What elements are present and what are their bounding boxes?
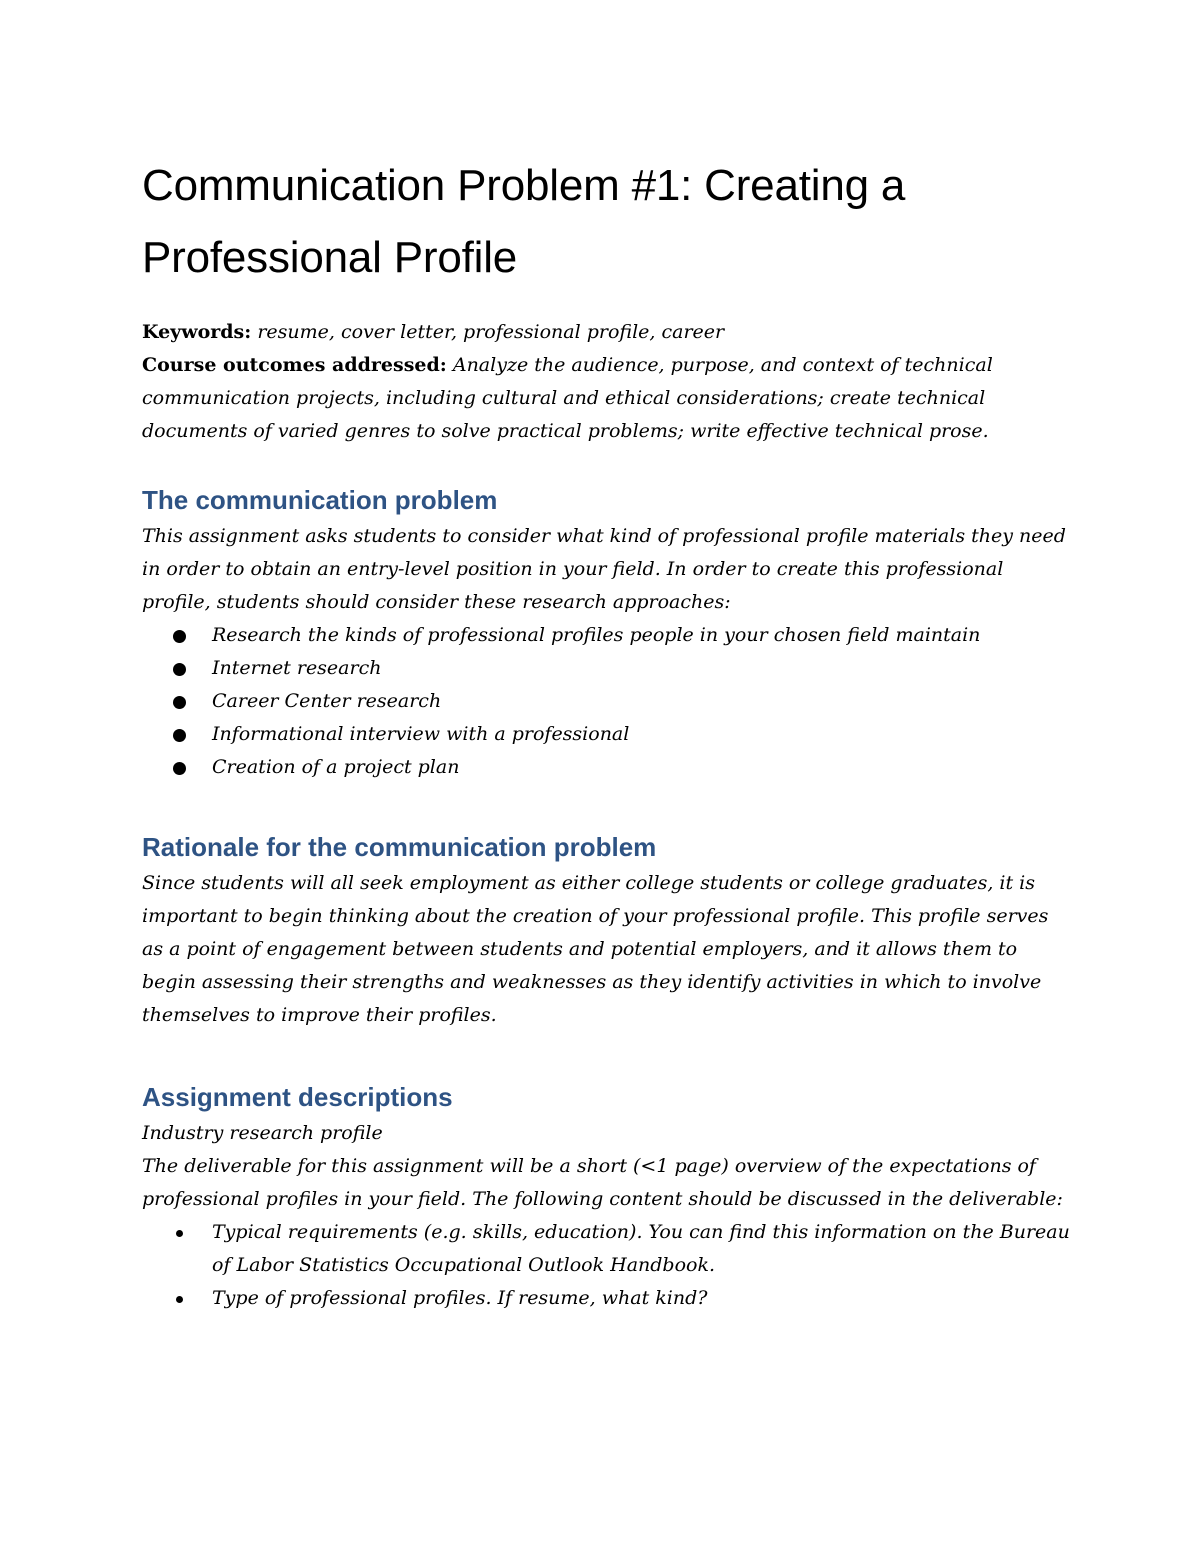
bullet-icon <box>176 1230 183 1237</box>
bullet-icon <box>173 663 186 676</box>
outcomes-value: Analyze the audience, purpose, and context of technical communication projects, including cultural and ethical considerations; create technical documents of varied genres to solve practical problems; write effective technical prose. <box>142 354 993 442</box>
document-metadata <box>142 316 1072 448</box>
bullet-icon <box>173 729 186 742</box>
keywords-value: resume, cover letter, professional profile, career <box>257 321 725 343</box>
list-item <box>142 685 1072 718</box>
section-heading: Rationale for the communication problem <box>142 832 657 862</box>
document-page <box>142 150 1072 1315</box>
list-item-text: Type of professional profiles. If resume, what kind? <box>212 1287 708 1309</box>
list-item-text: Informational interview with a professional <box>212 723 630 745</box>
section-communication-problem <box>142 480 1072 784</box>
list-item-text: Internet research <box>212 657 382 679</box>
page-title: Communication Problem #1: Creating a Professional Profile <box>142 161 906 282</box>
outcomes-label: Course outcomes addressed: <box>142 354 447 376</box>
list-item-text: Creation of a project plan <box>212 756 460 778</box>
list-item-text: Research the kinds of professional profiles people in your chosen field maintain <box>212 624 981 646</box>
section-rationale <box>142 827 1072 1032</box>
keywords-line <box>142 316 1072 349</box>
list-item <box>142 718 1072 751</box>
list-item <box>142 1216 1072 1282</box>
list-item <box>142 1282 1072 1315</box>
bullet-icon <box>173 630 186 643</box>
section-heading: Assignment descriptions <box>142 1082 453 1112</box>
section-assignment-descriptions <box>142 1077 1072 1315</box>
list-item-text: Typical requirements (e.g. skills, education). You can find this information on the Bureau of Labor Statistics Occupational Outlook Handbook. <box>212 1221 1070 1276</box>
section-paragraph: Since students will all seek employment as either college students or college graduates, it is important to begin thinking about the creation of your professional profile. This profile serves as a point of engagement between students and potential employers, and it allows them to begin assessing their strengths and weaknesses as they identify activities in which to involve themselves to improve their profiles. <box>142 872 1049 1026</box>
bullet-icon <box>173 762 186 775</box>
list-item <box>142 619 1072 652</box>
research-approaches-list <box>142 619 1072 784</box>
list-item-text: Career Center research <box>212 690 442 712</box>
list-item <box>142 652 1072 685</box>
bullet-icon <box>176 1296 183 1303</box>
section-paragraph: This assignment asks students to consider what kind of professional profile materials they need in order to obtain an entry-level position in your field. In order to create this professional profile, students should consider these research approaches: <box>142 525 1066 613</box>
deliverable-content-list <box>142 1216 1072 1315</box>
section-paragraph: The deliverable for this assignment will be a short (<1 page) overview of the expectations of professional profiles in your field. The following content should be discussed in the deliverable: <box>142 1155 1063 1210</box>
list-item <box>142 751 1072 784</box>
section-heading: The communication problem <box>142 485 498 515</box>
assignment-subheading: Industry research profile <box>142 1122 383 1144</box>
outcomes-line <box>142 349 1072 448</box>
keywords-label: Keywords: <box>142 321 252 343</box>
bullet-icon <box>173 696 186 709</box>
